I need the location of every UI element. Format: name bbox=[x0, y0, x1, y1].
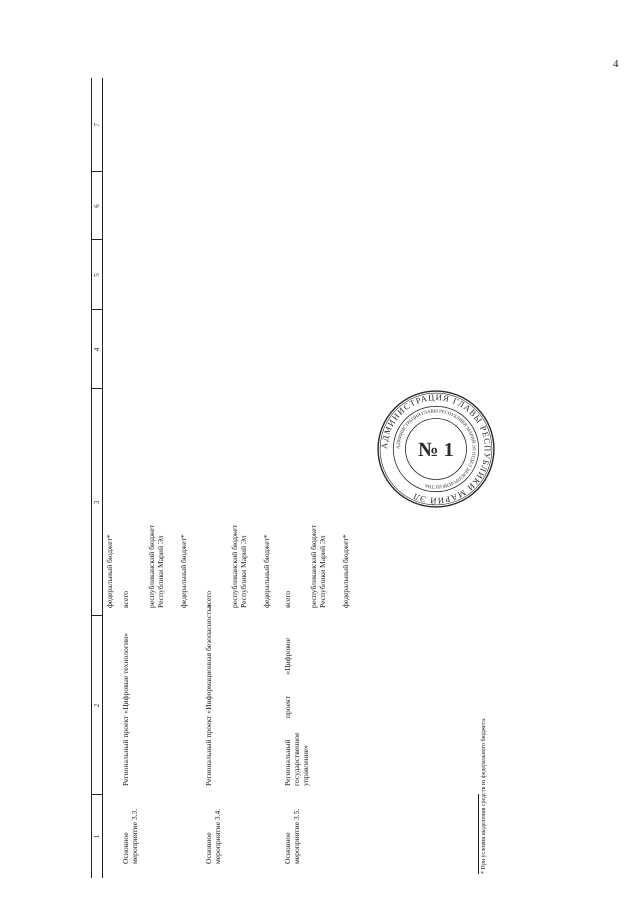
seal-inner-text: АДМИНИСТРАЦИЯ ГЛАВЫ РЕСПУБЛИКИ МАРИЙ ЭЛ ОТДЕЛ ДЕЛОПРОИЗВОДСТВА bbox=[396, 409, 476, 489]
row-2-budget-federal: федеральный бюджет* bbox=[262, 534, 271, 608]
row-3-project-line-2: управление» bbox=[301, 745, 310, 786]
header-col-3: 3 bbox=[93, 500, 101, 505]
row-2-project: Региональный проект «Информационная безопасность» bbox=[204, 604, 213, 786]
row-2-activity: Основное мероприятие 3.4. bbox=[204, 808, 222, 864]
row-0-budget-federal: федеральный бюджет* bbox=[105, 534, 114, 608]
row-1-budget-federal: федеральный бюджет* bbox=[179, 534, 188, 608]
rotated-table bbox=[91, 78, 571, 878]
row-3-budget-total: всего bbox=[283, 590, 292, 608]
row-1-budget-total: всего bbox=[121, 590, 130, 608]
row-2-budget-republic: республиканский бюджет Республики Марий Эл bbox=[230, 525, 248, 608]
row-3-budget-federal: федеральный бюджет* bbox=[341, 534, 350, 608]
header-col-6: 6 bbox=[93, 204, 101, 208]
footnote: * При условии выделения средств из федерального бюджета. bbox=[481, 717, 487, 874]
header-col-2: 2 bbox=[93, 703, 101, 708]
row-1-budget-republic: республиканский бюджет Республики Марий Эл bbox=[147, 525, 165, 608]
header-col-7: 7 bbox=[93, 123, 101, 127]
row-3-budget-republic: республиканский бюджет Республики Марий Эл bbox=[309, 525, 327, 608]
page-number: 4 bbox=[613, 58, 619, 70]
table-header-row bbox=[91, 78, 103, 878]
seal-outer-text: АДМИНИСТРАЦИЯ ГЛАВЫ РЕСПУБЛИКИ МАРИЙ ЭЛ bbox=[379, 392, 493, 506]
row-3-activity: Основное мероприятие 3.5. bbox=[283, 808, 301, 864]
header-col-1: 1 bbox=[93, 834, 101, 839]
seal-number: № 1 bbox=[418, 439, 454, 462]
footnote-rule bbox=[478, 794, 479, 874]
row-1-project: Региональный проект «Цифровые технологии» bbox=[121, 633, 130, 786]
header-col-4: 4 bbox=[93, 347, 101, 352]
row-3-project bbox=[283, 638, 310, 786]
row-2-budget-total: всего bbox=[204, 590, 213, 608]
header-col-5: 5 bbox=[93, 273, 101, 277]
row-1-activity: Основное мероприятие 3.3. bbox=[121, 808, 139, 864]
official-seal bbox=[375, 388, 497, 510]
row-3-project-line-1: Региональный проект «Цифровое государственное bbox=[283, 638, 301, 786]
